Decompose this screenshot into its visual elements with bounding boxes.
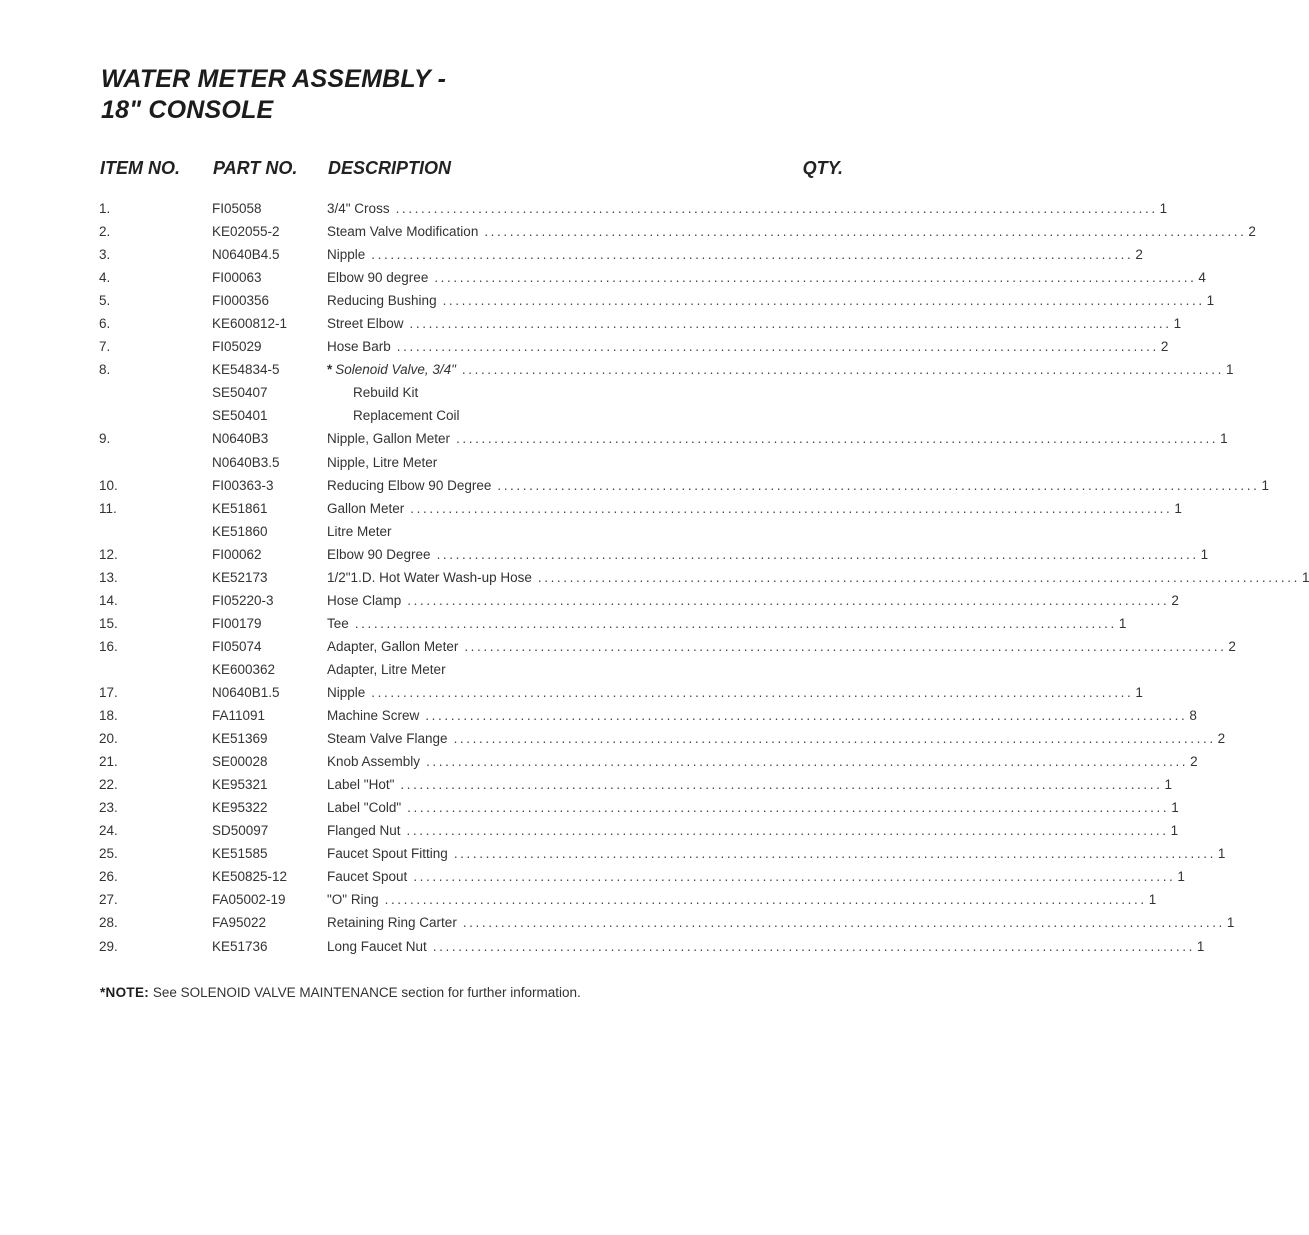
quantity: 1: [1170, 823, 1179, 839]
part-no: FI00062: [212, 546, 262, 562]
part-no: KE51585: [212, 846, 268, 862]
description: 3/4" Cross: [327, 201, 390, 216]
item-no: 15.: [99, 615, 118, 631]
description-wrap: [327, 451, 437, 474]
description-wrap: [327, 658, 446, 681]
part-no: KE52173: [212, 569, 268, 585]
description-wrap: [327, 589, 401, 612]
part-no: KE600812-1: [212, 316, 288, 332]
description: Flanged Nut: [327, 823, 401, 839]
item-no: 27.: [99, 892, 118, 908]
note-label: *NOTE:: [100, 985, 150, 1000]
quantity: 1: [1217, 846, 1226, 862]
description-wrap: [327, 289, 437, 312]
part-no: FI00363-3: [212, 477, 274, 493]
table-row: [0, 335, 1169, 358]
description-cell: [327, 796, 1179, 819]
quantity: 8: [1189, 708, 1197, 724]
item-no: 21.: [99, 754, 118, 770]
description: Steam Valve Modification: [327, 224, 479, 240]
description-cell: [327, 404, 825, 427]
header-item-no: ITEM NO.: [100, 158, 180, 178]
description-cell: [327, 888, 1157, 911]
note-marker: *: [327, 362, 333, 378]
dot-leader: ........................................................................................................................: [434, 270, 1197, 286]
quantity: 2: [1160, 339, 1169, 355]
table-row: [0, 266, 1206, 289]
description-cell: [327, 358, 1234, 381]
part-no: FI05220-3: [212, 592, 274, 608]
description: Steam Valve Flange: [327, 731, 448, 747]
quantity: 4: [1198, 270, 1206, 286]
description-wrap: [327, 497, 404, 520]
description: Long Faucet Nut: [327, 938, 427, 954]
part-no: KE95322: [212, 800, 268, 816]
description-cell: [327, 635, 1236, 658]
table-row: [0, 197, 1168, 220]
item-no: 2.: [99, 224, 111, 240]
footnote: [100, 985, 581, 1000]
table-row: [0, 474, 1269, 497]
table-row: [0, 773, 1172, 796]
item-no: 5.: [99, 293, 111, 309]
table-row: [0, 220, 1256, 243]
description: Elbow 90 degree: [327, 270, 429, 286]
description-wrap: [327, 243, 365, 266]
header-part-no: PART NO.: [213, 158, 298, 178]
dot-leader: ........................................................................................................................: [461, 362, 1224, 378]
table-row: [0, 935, 1205, 958]
description: "O" Ring: [327, 892, 379, 908]
description-wrap: [327, 911, 457, 934]
dot-leader: ........................................................................................................................: [371, 247, 1134, 263]
table-row: [0, 289, 1215, 312]
dot-leader: ........................................................................................................................: [409, 316, 1172, 332]
table-row: [0, 404, 954, 427]
description: Tee: [327, 615, 349, 631]
description: Adapter, Gallon Meter: [327, 638, 459, 654]
description: Street Elbow: [327, 316, 404, 332]
description-cell: [327, 842, 1226, 865]
quantity: 1: [1118, 615, 1127, 631]
description-cell: [327, 773, 1172, 796]
description-wrap: [327, 935, 427, 958]
part-no: SE50401: [212, 408, 268, 424]
description-cell: [327, 289, 1215, 312]
part-no: FA05002-19: [212, 892, 286, 908]
part-no: KE50825-12: [212, 869, 288, 885]
page-title: [101, 64, 446, 126]
quantity: 1: [1135, 684, 1143, 700]
quantity: 1: [1226, 915, 1235, 931]
quantity: 1: [1177, 869, 1185, 885]
part-no: N0640B3: [212, 431, 269, 447]
quantity: 1: [1206, 293, 1215, 309]
description-cell: [327, 589, 1179, 612]
part-no: FI05029: [212, 339, 262, 355]
description-wrap: [327, 796, 401, 819]
part-no: KE600362: [212, 661, 276, 677]
quantity: 1: [1171, 800, 1179, 816]
part-no: KE54834-5: [212, 362, 280, 378]
description-cell: [327, 381, 825, 404]
part-no: FI05058: [212, 201, 262, 216]
table-row: [0, 589, 1179, 612]
description: Litre Meter: [327, 523, 392, 539]
description-wrap: [327, 220, 478, 243]
item-no: 7.: [99, 339, 111, 355]
description: Nipple: [327, 684, 366, 700]
item-no: 16.: [99, 638, 118, 654]
description: Hose Clamp: [327, 592, 402, 608]
dot-leader: ........................................................................................................................: [453, 731, 1216, 747]
table-row: [0, 520, 954, 543]
quantity: 1: [1174, 500, 1182, 516]
dot-leader: ........................................................................................................................: [537, 569, 1300, 585]
item-no: 29.: [99, 938, 118, 954]
part-no: SD50097: [212, 823, 269, 839]
part-no: KE51861: [212, 500, 268, 516]
item-no: 11.: [99, 500, 117, 516]
quantity: 1: [1164, 777, 1172, 793]
description: Nipple, Gallon Meter: [327, 431, 451, 447]
table-row: [0, 865, 1185, 888]
quantity: 2: [1190, 754, 1198, 770]
description-cell: [327, 681, 1143, 704]
dot-leader: ........................................................................................................................: [406, 823, 1169, 839]
dot-leader: ........................................................................................................................: [456, 431, 1219, 447]
parts-list: [0, 197, 1309, 958]
description-cell: [327, 935, 1205, 958]
description-cell: [327, 704, 1197, 727]
description-wrap: [327, 404, 460, 427]
dot-leader: ........................................................................................................................: [395, 201, 1158, 216]
description-wrap: [327, 266, 428, 289]
description-wrap: [327, 312, 404, 335]
table-row: [0, 681, 1143, 704]
part-no: KE51736: [212, 938, 268, 954]
item-no: 12.: [99, 546, 118, 562]
dot-leader: ........................................................................................................................: [407, 800, 1170, 816]
description-wrap: [327, 842, 448, 865]
table-row: [0, 427, 1228, 450]
description-wrap: [327, 520, 392, 543]
description-wrap: [327, 381, 418, 404]
description-cell: [327, 451, 825, 474]
dot-leader: ........................................................................................................................: [497, 477, 1260, 493]
table-row: [0, 243, 1143, 266]
item-no: 4.: [99, 270, 111, 286]
table-row: [0, 543, 1209, 566]
part-no: FI00179: [212, 615, 262, 631]
dot-leader: ........................................................................................................................: [484, 224, 1247, 240]
description: Nipple: [327, 247, 366, 263]
item-no: 17.: [99, 684, 118, 700]
quantity: 1: [1173, 316, 1182, 332]
item-no: 28.: [99, 915, 118, 931]
dot-leader: ........................................................................................................................: [400, 777, 1163, 793]
table-row: [0, 727, 1226, 750]
part-no: N0640B3.5: [212, 454, 280, 470]
quantity: 1: [1225, 362, 1234, 378]
table-row: [0, 451, 954, 474]
description-wrap: [327, 865, 407, 888]
description-wrap: [327, 727, 448, 750]
part-no: FI05074: [212, 638, 262, 654]
description-cell: [327, 819, 1179, 842]
quantity: 2: [1248, 224, 1256, 240]
item-no: 14.: [99, 592, 118, 608]
dot-leader: ........................................................................................................................: [410, 500, 1173, 516]
table-row: [0, 635, 1236, 658]
part-no: N0640B4.5: [212, 247, 280, 263]
description: Gallon Meter: [327, 500, 405, 516]
description-cell: [327, 865, 1185, 888]
dot-leader: ........................................................................................................................: [371, 684, 1134, 700]
item-no: 26.: [99, 869, 118, 885]
description-cell: [327, 220, 1256, 243]
part-no: KE51860: [212, 523, 268, 539]
description-wrap: [327, 681, 365, 704]
description: Machine Screw: [327, 708, 420, 724]
note-text: See SOLENOID VALVE MAINTENANCE section for further information.: [152, 985, 581, 1000]
dot-leader: ........................................................................................................................: [354, 615, 1117, 631]
part-no: KE51369: [212, 731, 268, 747]
description: Reducing Elbow 90 Degree: [327, 477, 492, 493]
item-no: 18.: [99, 708, 118, 724]
item-no: 1.: [99, 201, 111, 216]
part-no: SE00028: [212, 754, 268, 770]
description: Hose Barb: [327, 339, 391, 355]
description-cell: [327, 197, 1168, 220]
part-no: KE95321: [212, 777, 268, 793]
description: Adapter, Litre Meter: [327, 661, 446, 677]
description: Nipple, Litre Meter: [327, 454, 438, 470]
description-wrap: [327, 635, 458, 658]
table-row: [0, 381, 954, 404]
description-cell: [327, 566, 1309, 589]
quantity: 1: [1301, 569, 1309, 585]
description-wrap: [327, 197, 390, 220]
table-row: [0, 750, 1198, 773]
description-cell: [327, 727, 1226, 750]
part-no: KE02055-2: [212, 224, 280, 240]
title-line-1: WATER METER ASSEMBLY -: [101, 65, 447, 93]
table-row: [0, 819, 1179, 842]
dot-leader: ........................................................................................................................: [384, 892, 1147, 908]
quantity: 2: [1228, 638, 1236, 654]
table-row: [0, 842, 1226, 865]
header-description: DESCRIPTION: [328, 158, 452, 178]
description-cell: [327, 612, 1127, 635]
description-wrap: [327, 704, 419, 727]
quantity: 1: [1220, 431, 1228, 447]
quantity: 2: [1217, 731, 1226, 747]
description-wrap: [327, 427, 450, 450]
part-no: SE50407: [212, 385, 268, 401]
part-no: FA95022: [212, 915, 267, 931]
description: 1/2"1.D. Hot Water Wash-up Hose: [327, 569, 532, 585]
description: Rebuild Kit: [353, 385, 419, 401]
dot-leader: ........................................................................................................................: [425, 708, 1188, 724]
part-no: N0640B1.5: [212, 684, 280, 700]
table-row: [0, 566, 1309, 589]
description-wrap: [327, 543, 431, 566]
item-no: 20.: [99, 731, 118, 747]
table-row: [0, 658, 954, 681]
item-no: 13.: [99, 569, 118, 585]
description: Retaining Ring Carter: [327, 915, 457, 931]
item-no: 22.: [99, 777, 118, 793]
quantity: 1: [1196, 938, 1205, 954]
item-no: 6.: [99, 316, 111, 332]
description-cell: [327, 474, 1269, 497]
table-row: [0, 358, 1234, 381]
description-wrap: [327, 566, 532, 589]
description: Knob Assembly: [327, 754, 421, 770]
dot-leader: ........................................................................................................................: [407, 592, 1170, 608]
description-wrap: [327, 750, 420, 773]
description-wrap: [327, 358, 456, 381]
description: Faucet Spout: [327, 869, 408, 885]
description: Faucet Spout Fitting: [327, 846, 448, 862]
description-wrap: [327, 474, 491, 497]
description-cell: [327, 243, 1143, 266]
description-cell: [327, 658, 825, 681]
description-cell: [327, 266, 1206, 289]
table-row: [0, 704, 1197, 727]
quantity: 2: [1171, 592, 1179, 608]
item-no: 3.: [99, 247, 111, 263]
part-no: FA11091: [212, 708, 266, 724]
dot-leader: ........................................................................................................................: [432, 938, 1195, 954]
dot-leader: ........................................................................................................................: [442, 293, 1205, 309]
part-no: FI000356: [212, 293, 270, 309]
table-row: [0, 796, 1179, 819]
description: Solenoid Valve, 3/4": [335, 362, 456, 378]
item-no: 23.: [99, 800, 118, 816]
table-row: [0, 888, 1157, 911]
description-wrap: [327, 888, 379, 911]
description: Replacement Coil: [353, 408, 460, 424]
description-wrap: [327, 773, 394, 796]
quantity: 1: [1148, 892, 1157, 908]
table-row: [0, 911, 1235, 934]
header-qty: QTY.: [802, 158, 843, 178]
dot-leader: ........................................................................................................................: [396, 339, 1159, 355]
dot-leader: ........................................................................................................................: [426, 754, 1189, 770]
dot-leader: ........................................................................................................................: [462, 915, 1225, 931]
description-cell: [327, 335, 1169, 358]
description-cell: [327, 312, 1182, 335]
description: Reducing Bushing: [327, 293, 437, 309]
description-wrap: [327, 335, 391, 358]
description-cell: [327, 427, 1228, 450]
description-cell: [327, 497, 1182, 520]
description: Label "Cold": [327, 800, 402, 816]
part-no: FI00063: [212, 270, 262, 286]
quantity: 1: [1200, 546, 1209, 562]
item-no: 24.: [99, 823, 118, 839]
title-line-2: 18" CONSOLE: [101, 96, 274, 124]
dot-leader: ........................................................................................................................: [413, 869, 1176, 885]
quantity: 1: [1159, 201, 1168, 216]
item-no: 10.: [99, 477, 118, 493]
description-cell: [327, 911, 1235, 934]
description: Label "Hot": [327, 777, 395, 793]
quantity: 1: [1261, 477, 1269, 493]
item-no: 9.: [99, 431, 111, 447]
description: Elbow 90 Degree: [327, 546, 431, 562]
description-cell: [327, 520, 825, 543]
dot-leader: ........................................................................................................................: [436, 546, 1199, 562]
description-wrap: [327, 612, 349, 635]
dot-leader: ........................................................................................................................: [453, 846, 1216, 862]
table-row: [0, 612, 1127, 635]
table-row: [0, 312, 1182, 335]
item-no: 8.: [99, 362, 111, 378]
dot-leader: ........................................................................................................................: [464, 638, 1227, 654]
description-wrap: [327, 819, 401, 842]
item-no: 25.: [99, 846, 118, 862]
description-cell: [327, 543, 1209, 566]
quantity: 2: [1135, 247, 1143, 263]
table-row: [0, 497, 1182, 520]
description-cell: [327, 750, 1198, 773]
